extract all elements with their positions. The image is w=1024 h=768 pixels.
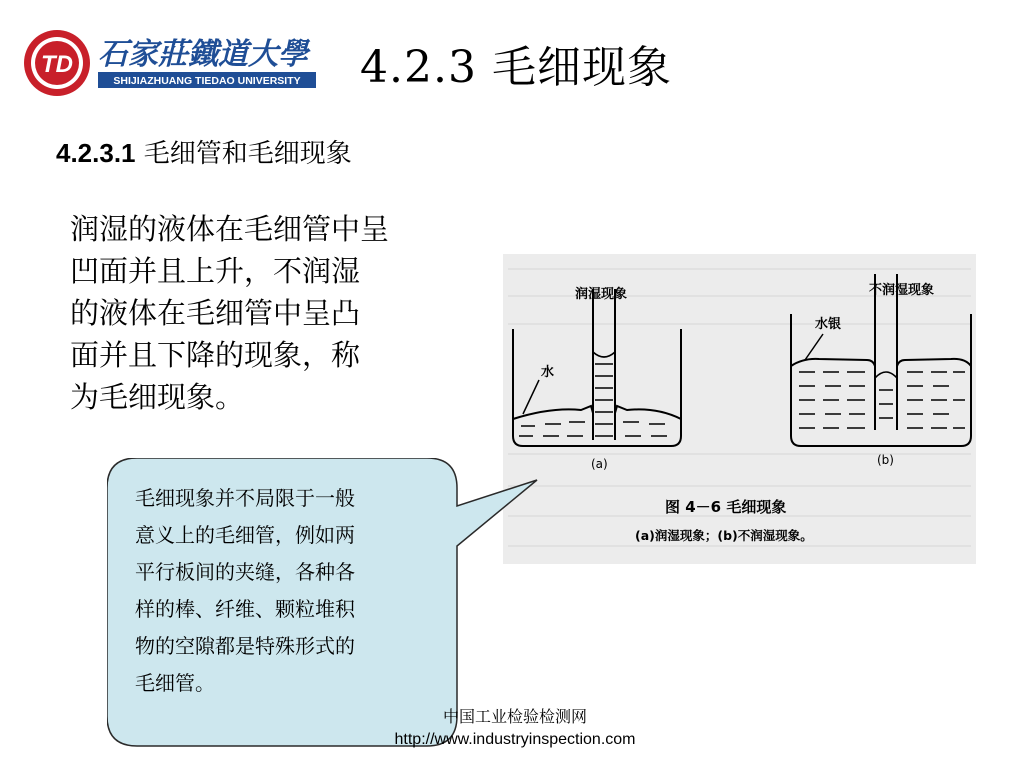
section-heading <box>56 135 352 172</box>
university-emblem-icon <box>24 30 90 96</box>
definition-paragraph: 润湿的液体在毛细管中呈 凹面并且上升，不润湿 的液体在毛细管中呈凸 面并且下降的现象，称 为毛细现象。 <box>70 212 390 414</box>
label-a: (a) <box>591 457 608 471</box>
label-b: (b) <box>877 453 894 467</box>
section-title: 毛细管和毛细现象 <box>135 139 352 169</box>
section-number: 4.2.3.1 <box>56 138 136 168</box>
label-wetting: 润湿现象 <box>575 287 628 302</box>
slide-title: 4.2.3 毛细现象 <box>360 42 672 93</box>
callout-text: 毛细现象并不局限于一般 意义上的毛细管，例如两 平行板间的夹缝，各种各 样的棒、纤维、颗粒堆积 物的空隙都是特殊形式的 毛细管。 <box>135 486 355 695</box>
label-water: 水 <box>541 365 555 380</box>
footer-site-name: 中国工业检验检测网 <box>442 709 587 726</box>
university-name-cn: 石家莊鐵道大學 <box>98 37 308 72</box>
footer <box>360 707 670 751</box>
university-logo <box>20 30 320 100</box>
university-name-en: SHIJIAZHUANG TIEDAO UNIVERSITY <box>113 75 301 87</box>
figure-caption: 图 4－6 毛细现象 <box>665 498 787 516</box>
emblem-text: TD <box>41 51 73 78</box>
label-nonwetting: 不润湿现象 <box>869 283 935 298</box>
label-mercury: 水银 <box>815 317 842 332</box>
figure-subcaption: (a)润湿现象；(b)不润湿现象。 <box>635 528 813 543</box>
footer-url[interactable]: http://www.industryinspection.com <box>394 731 636 748</box>
